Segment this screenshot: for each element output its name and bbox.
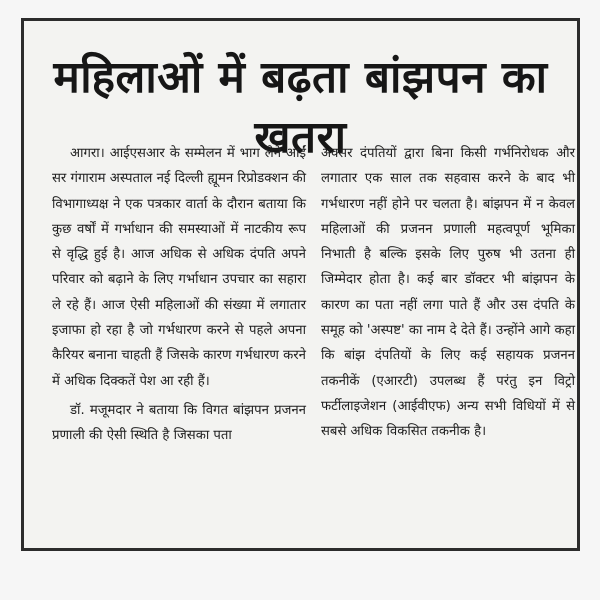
article-paragraph: अक्सर दंपतियों द्वारा बिना किसी गर्भनिरोधक और लगातार एक साल तक सहवास करने के बाद भी गर्भधारण नहीं होने पर चलता है। बांझपन में न केवल महिलाओं की प्रजनन प्रणाली महत्वपूर्ण भूमिका निभाती है बल्कि इसके लिए पुरुष भी उतना ही जिम्मेदार होता है। कई बार डॉक्टर भी बांझपन के कारण का पता नहीं लगा पाते हैं और उस दंपति के समूह को 'अस्पष्ट' का नाम दे देते हैं। उन्होंने आगे कहा कि बांझ दंपतियों के लिए कई सहायक प्रजनन तकनीकें (एआरटी) उपलब्ध हैं परंतु इन विट्रो फर्टीलाइजेशन (आईवीएफ) अन्य सभी विधियों में से सबसे अधिक विकसित तकनीक है। [321,146,575,440]
article-column-left [52,141,306,449]
article-paragraph: आगरा। आईएसआर के सम्मेलन में भाग लेने आईं सर गंगाराम अस्पताल नई दिल्ली ह्यूमन रिप्रोडक्शन की विभागाध्यक्ष ने एक पत्रकार वार्ता के दौरान बताया कि कुछ वर्षों में गर्भाधान की समस्याओं में नाटकीय रूप से वृद्धि हुई है। आज अधिक से अधिक दंपति अपने परिवार को बढ़ाने के लिए गर्भाधान उपचार का सहारा ले रहे हैं। आज ऐसी महिलाओं की संख्या में लगातार इजाफा हो रहा है जो गर्भधारण करने से पहले अपना कैरियर बनाना चाहती हैं जिसके कारण गर्भधारण करने में अधिक दिक्कतें पेश आ रही हैं। [52,146,306,389]
article-paragraph: डॉ. मजूमदार ने बताया कि विगत बांझपन प्रजनन प्रणाली की ऐसी स्थिति है जिसका पता [52,402,306,444]
headline: महिलाओं में बढ़ता बांझपन का खतरा [53,52,548,163]
article-column-right [321,141,575,445]
newspaper-clipping [21,18,580,551]
